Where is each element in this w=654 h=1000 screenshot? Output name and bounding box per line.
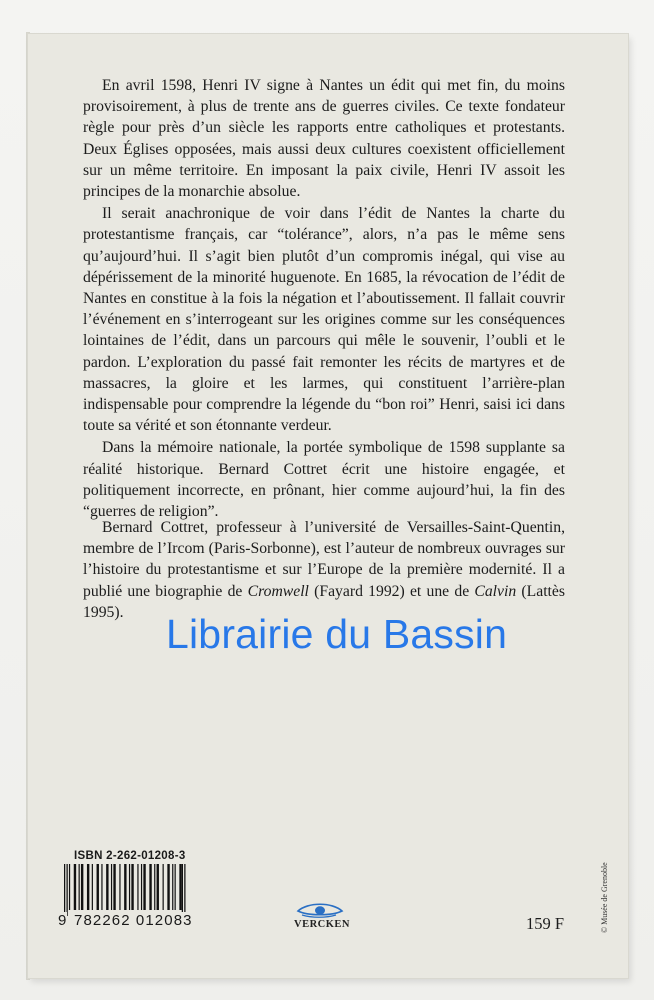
author-bio-text-2: (Fayard 1992) et une de	[308, 582, 475, 600]
back-cover-blurb	[83, 75, 565, 522]
author-bio-text-1: Bernard Cottret, professeur à l’université de Versailles-Saint-Quentin, membre de l’Ircom (Paris-Sorbonne), est l’auteur de nombreux ouvrages sur l’histoire du protestantisme et sur l’Europe de la première modernité. Il a publié une biographie de	[83, 519, 565, 600]
barcode-bars	[58, 864, 206, 916]
barcode-lead-digit: 9	[58, 912, 67, 929]
book-title-calvin: Calvin	[474, 582, 517, 600]
barcode-number: 782262 012083	[74, 912, 193, 929]
publisher-name: VERCKEN	[293, 919, 350, 930]
price: 159 F	[526, 914, 565, 933]
author-bio-paragraph	[83, 517, 565, 623]
blurb-paragraph-2: Il serait anachronique de voir dans l’édit de Nantes la charte du protestantisme français, car “tolérance”, alors, n’a pas le même sens qu’aujourd’hui. Il s’agit bien plutôt d’un compromis inégal, qui vise au dépérissement de la minorité huguenote. En 1685, la révocation de l’édit de Nantes en constitue à la fois la négation et l’aboutissement. Il fallait couvrir l’événement en s’interrogeant sur les origines comme sur les conséquences lointaines de l’édit, dans un parcours qui mêle le souvenir, l’oubli et le pardon. L’exploration du passé fait remonter les récits de martyres et de massacres, la gloire et les larmes, qui constituent l’arrière-plan indispensable pour comprendre la légende du “bon roi” Henri, saisi ici dans toute sa vérité et son étonnante verdeur.	[83, 205, 565, 435]
author-bio-text-3: (Lattès 1995).	[83, 582, 565, 621]
photo-credit: © Musée de Grenoble	[600, 862, 609, 933]
author-bio	[83, 517, 565, 623]
book-title-cromwell: Cromwell	[247, 582, 309, 600]
blurb-paragraph-1: En avril 1598, Henri IV signe à Nantes un édit qui met fin, du moins provisoirement, à plus de trente ans de guerres civiles. Ce texte fondateur règle pour près d’un siècle les rapports entre catholiques et protestants. Deux Églises opposées, mais aussi deux cultures coexistent officiellement sur un même territoire. En imposant la paix civile, Henri IV assoit les principes de la monarchie absolue.	[83, 77, 565, 201]
eye-logo-icon	[296, 903, 344, 919]
isbn-label: ISBN 2-262-01208-3	[74, 850, 186, 862]
bookseller-watermark: Librairie du Bassin	[166, 611, 508, 657]
blurb-paragraph-3: Dans la mémoire nationale, la portée symbolique de 1598 supplante sa réalité historique. Bernard Cottret écrit une histoire engagée, et politiquement incorrecte, en prônant, hier comme aujourd’hui, la fin des “guerres de religion”.	[83, 439, 565, 521]
barcode	[58, 864, 206, 942]
